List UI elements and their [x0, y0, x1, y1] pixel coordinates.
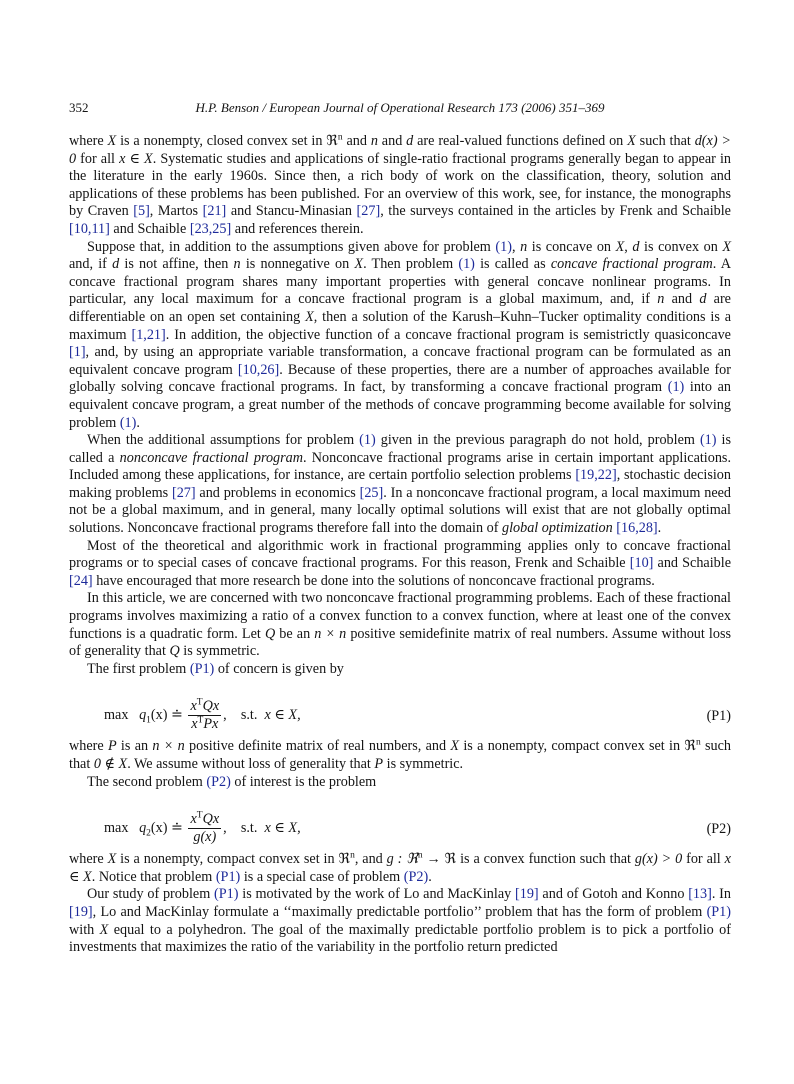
- paragraph-5: In this article, we are concerned with two nonconcave fractional programming problems. Each of these fractional programs involves maximizing a ratio of a convex function to a convex function, where at least one of the convex functions is a quadratic form. Let Q be an n × n positive semidefinite matrix of real numbers. Assume without loss of generality that Q is symmetric.: [69, 590, 731, 660]
- equation-link[interactable]: (P1): [706, 903, 731, 920]
- page-number: 352: [69, 100, 89, 115]
- citation-link[interactable]: [10]: [629, 555, 654, 572]
- paragraph-10: Our study of problem (P1) is motivated by the work of Lo and MacKinlay [19] and of Gotoh and Konno [13]. In [19], Lo and MacKinlay formulate a ‘‘maximally predictable portfolio’’ problem that has the form of problem (P1) with X equal to a polyhedron. The goal of the maximally predictable portfolio problem is to pick a portfolio of investments that maximizes the ratio of the variability in the portfolio return predicted: [69, 886, 731, 956]
- citation-link[interactable]: [10,11]: [69, 220, 110, 237]
- equation-p2: [69, 801, 731, 846]
- equation-link[interactable]: (1): [458, 256, 475, 273]
- equation-tag: (P2): [706, 821, 731, 838]
- fraction: $\frac{x^TQx}{g(x)}$: [190, 810, 220, 846]
- paragraph-2: Suppose that, in addition to the assumptions given above for problem (1), n is concave on X, d is convex on X and, if d is not affine, then n is nonnegative on X. Then problem (1) is called as concave fractional program. A concave fractional program shares many important properties with general concave nonlinear programs. In particular, any local maximum for a concave fractional program is a global maximum, and, if n and d are differentiable on an open set containing X, then a solution of the Karush–Kuhn–Tucker optimality conditions is a maximum [1,21]. In addition, the objective function of a concave fractional program is semistrictly quasiconcave [1], and, by using an appropriate variable transformation, a concave fractional program can be formulated as an equivalent concave program [10,26]. Because of these properties, there are a number of approaches available for globally solving concave fractional programs. In fact, by transforming a concave fractional program (1) into an equivalent concave program, a great number of the methods of concave programming become available for solving problem (1).: [69, 238, 732, 431]
- equation-link[interactable]: (1): [119, 414, 137, 431]
- citation-link[interactable]: [23,25]: [189, 220, 232, 237]
- equation-link[interactable]: (P1): [214, 886, 239, 903]
- equation-link[interactable]: (P2): [403, 868, 429, 885]
- citation-link[interactable]: [19]: [515, 886, 539, 903]
- equation-link[interactable]: (1): [495, 238, 512, 255]
- citation-link[interactable]: [1,21]: [131, 326, 166, 343]
- article-body: [69, 133, 731, 957]
- running-title: H.P. Benson / European Journal of Operational Research 173 (2006) 351–369: [195, 100, 605, 115]
- equation-p1: [69, 688, 731, 733]
- paragraph-6: The first problem (P1) of concern is given by: [87, 660, 344, 677]
- citation-link[interactable]: [21]: [202, 203, 227, 220]
- equation-p1-body: max $q_1(x)$ ≐ $\frac{x^TQx}{x^TPx}$ , s.t. x ∈ X,: [104, 697, 301, 733]
- equation-link[interactable]: (P1): [215, 868, 241, 885]
- equation-tag: (P1): [706, 708, 731, 725]
- paragraph-7: where P is an n × n positive definite matrix of real numbers, and X is a nonempty, compact convex set in ℜ$^n$ such that 0 ∉ X. We assume without loss of generality that P is symmetric.: [69, 737, 732, 772]
- citation-link[interactable]: [19]: [69, 903, 93, 920]
- equation-p2-body: max $q_2(x)$ ≐ $\frac{x^TQx}{g(x)}$ , s.t. x ∈ X,: [104, 810, 301, 846]
- equation-link[interactable]: (1): [359, 432, 376, 449]
- paragraph-9: where X is a nonempty, compact convex set in ℜ$^n$, and g : ℜ$^n$ → ℜ is a convex function such that g(x) > 0 for all x ∈ X. Notice that problem (P1) is a special case of problem (P2).: [69, 850, 731, 885]
- citation-link[interactable]: [13]: [688, 886, 712, 903]
- paragraph-3: When the additional assumptions for problem (1) given in the previous paragraph do not hold, problem (1) is called a nonconcave fractional program. Nonconcave fractional programs arise in certain important applications. Included among these applications, for instance, are certain portfolio selection problems [19,22], stochastic decision making problems [27] and problems in economics [25]. In a nonconcave fractional program, a local maximum need not be a global maximum, and in general, many locally optimal solutions will exist that are not globally optimal solutions. Nonconcave fractional programs therefore fall into the domain of global optimization [16,28].: [69, 432, 732, 537]
- equation-link[interactable]: (1): [667, 379, 685, 396]
- citation-link[interactable]: [19,22]: [575, 467, 617, 484]
- paragraph-1: where X is a nonempty, closed convex set in ℜ$^n$ and n and d are real-valued functions defined on X such that d(x) > 0 for all x ∈ X. Systematic studies and applications of single-ratio fractional programs generally began to appear in the literature in the early 1960s. Since then, a rich body of work on the classification, theory, solution and applications of these problems has been published. For an overview of this work, see, for instance, the monographs by Craven [5], Martos [21] and Stancu-Minasian [27], the surveys contained in the articles by Frenk and Schaible [10,11] and Schaible [23,25] and references therein.: [69, 132, 731, 237]
- citation-link[interactable]: [27]: [171, 484, 196, 501]
- equation-link[interactable]: (P1): [189, 660, 215, 677]
- paragraph-8: The second problem (P2) of interest is the problem: [87, 773, 377, 790]
- paragraph-4: Most of the theoretical and algorithmic work in fractional programming applies only to concave fractional programs or to special cases of concave fractional programs. For this reason, Frenk and Schaible [10] and Schaible [24] have encouraged that more research be done into the solutions of nonconcave fractional programs.: [69, 537, 731, 589]
- fraction: $\frac{x^TQx}{x^TPx}$: [190, 697, 220, 733]
- citation-link[interactable]: [16,28]: [616, 520, 658, 537]
- equation-link[interactable]: (P2): [206, 773, 231, 790]
- citation-link[interactable]: [1]: [69, 344, 86, 361]
- citation-link[interactable]: [10,26]: [237, 361, 280, 378]
- equation-link[interactable]: (1): [699, 432, 717, 449]
- citation-link[interactable]: [5]: [133, 203, 150, 220]
- citation-link[interactable]: [27]: [356, 203, 381, 220]
- citation-link[interactable]: [24]: [69, 572, 93, 589]
- citation-link[interactable]: [25]: [359, 484, 384, 501]
